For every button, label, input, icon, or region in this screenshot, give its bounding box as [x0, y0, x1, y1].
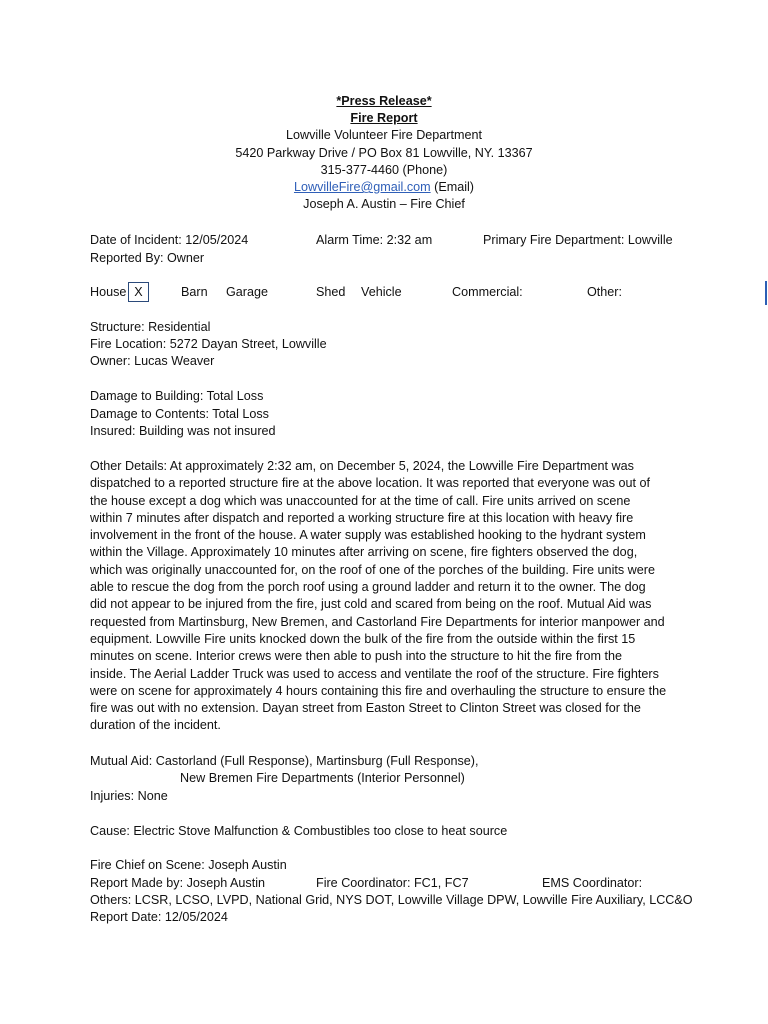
- type-garage-label: Garage: [226, 285, 269, 299]
- text-cursor-marker: [765, 281, 767, 305]
- structure-type: Structure: Residential: [90, 320, 211, 334]
- injuries: Injuries: None: [90, 789, 168, 803]
- details-line: Other Details: At approximately 2:32 am, on December 5, 2024, the Lowville Fire Department was: [90, 459, 634, 473]
- type-commercial-label: Commercial:: [452, 285, 523, 299]
- house-checkbox[interactable]: [128, 282, 149, 302]
- details-line: the house except a dog which was unaccounted for at the time of call. Fire units arrived on scene: [90, 493, 631, 508]
- chief-on-scene: Fire Chief on Scene: Joseph Austin: [90, 858, 287, 872]
- details-line: dispatched to a reported structure fire at the above location. It was reported that everyone was out of: [90, 476, 651, 491]
- fire-cause: Cause: Electric Stove Malfunction & Combustibles too close to heat source: [90, 824, 508, 838]
- primary-department: Primary Fire Department: Lowville: [483, 233, 673, 247]
- insured-status: Insured: Building was not insured: [90, 424, 276, 438]
- details-line: able to rescue the dog from the porch roof using a ground ladder and return it to the owner. The dog: [90, 580, 646, 595]
- type-shed-label: Shed: [316, 285, 346, 299]
- alarm-time: Alarm Time: 2:32 am: [316, 233, 433, 247]
- press-release-label: *Press Release*: [336, 94, 432, 108]
- fire-location: Fire Location: 5272 Dayan Street, Lowville: [90, 337, 327, 351]
- department-email-line: [0, 179, 768, 196]
- fire-chief: Joseph A. Austin – Fire Chief: [303, 197, 465, 211]
- damage-building: Damage to Building: Total Loss: [90, 389, 264, 403]
- incident-date: Date of Incident: 12/05/2024: [90, 233, 249, 247]
- type-vehicle-label: Vehicle: [361, 285, 402, 299]
- details-line: duration of the incident.: [90, 718, 221, 733]
- report-date: Report Date: 12/05/2024: [90, 910, 228, 924]
- details-line: did not appear to be injured from the fire, just cold and scared from being on the roof. Mutual Aid was: [90, 597, 652, 612]
- details-line: involvement in the front of the house. A water supply was established hooking to the hydrant system: [90, 528, 646, 543]
- details-line: within 7 minutes after dispatch and reported a working structure fire at this location with heavy fire: [90, 510, 634, 525]
- fire-coordinator: Fire Coordinator: FC1, FC7: [316, 876, 469, 890]
- details-line: were on scene for approximately 4 hours containing this fire and overhauling the structure to ensure the: [90, 683, 667, 698]
- damage-contents: Damage to Contents: Total Loss: [90, 407, 269, 421]
- type-barn-label: Barn: [181, 285, 208, 299]
- department-name: Lowville Volunteer Fire Department: [286, 128, 482, 142]
- mutual-aid-line2: New Bremen Fire Departments (Interior Personnel): [180, 771, 465, 785]
- type-other-label: Other:: [587, 285, 622, 299]
- details-line: minutes on scene. Interior crews were then able to push into the structure to hit the fire from the: [90, 649, 623, 664]
- email-link[interactable]: LowvilleFire@gmail.com: [293, 180, 431, 194]
- details-line: requested from Martinsburg, New Bremen, and Castorland Fire Departments for interior manpower and: [90, 614, 665, 629]
- department-phone: 315-377-4460 (Phone): [320, 163, 448, 177]
- other-details-paragraph: [90, 458, 690, 735]
- details-line: within the Village. Approximately 10 minutes after arriving on scene, fire fighters observed the dog,: [90, 545, 638, 560]
- details-line: which was originally unaccounted for, on the roof of one of the porches of the building. Fire units were: [90, 562, 655, 577]
- email-suffix: (Email): [430, 180, 475, 194]
- details-line: inside. The Aerial Ladder Truck was used to access and ventilate the roof of the structure. Fire fighters: [90, 666, 659, 681]
- department-address: 5420 Parkway Drive / PO Box 81 Lowville, NY. 13367: [235, 146, 533, 160]
- report-title: Fire Report: [350, 111, 418, 125]
- ems-coordinator: EMS Coordinator:: [542, 876, 643, 890]
- house-check-mark: X: [134, 285, 143, 299]
- details-line: fire was out with no extension. Dayan street from Easton Street to Clinton Street was closed for the: [90, 701, 641, 716]
- reported-by: Reported By: Owner: [90, 251, 205, 265]
- report-made-by: Report Made by: Joseph Austin: [90, 876, 266, 890]
- other-agencies: Others: LCSR, LCSO, LVPD, National Grid, NYS DOT, Lowville Village DPW, Lowville Fire Auxiliary, LCC&O: [90, 893, 693, 907]
- details-line: equipment. Lowville Fire units knocked down the bulk of the fire from the outside within the first 15: [90, 631, 636, 646]
- owner-name: Owner: Lucas Weaver: [90, 354, 215, 368]
- type-house-label: House: [90, 285, 127, 299]
- mutual-aid-line1: Mutual Aid: Castorland (Full Response), Martinsburg (Full Response),: [90, 754, 479, 768]
